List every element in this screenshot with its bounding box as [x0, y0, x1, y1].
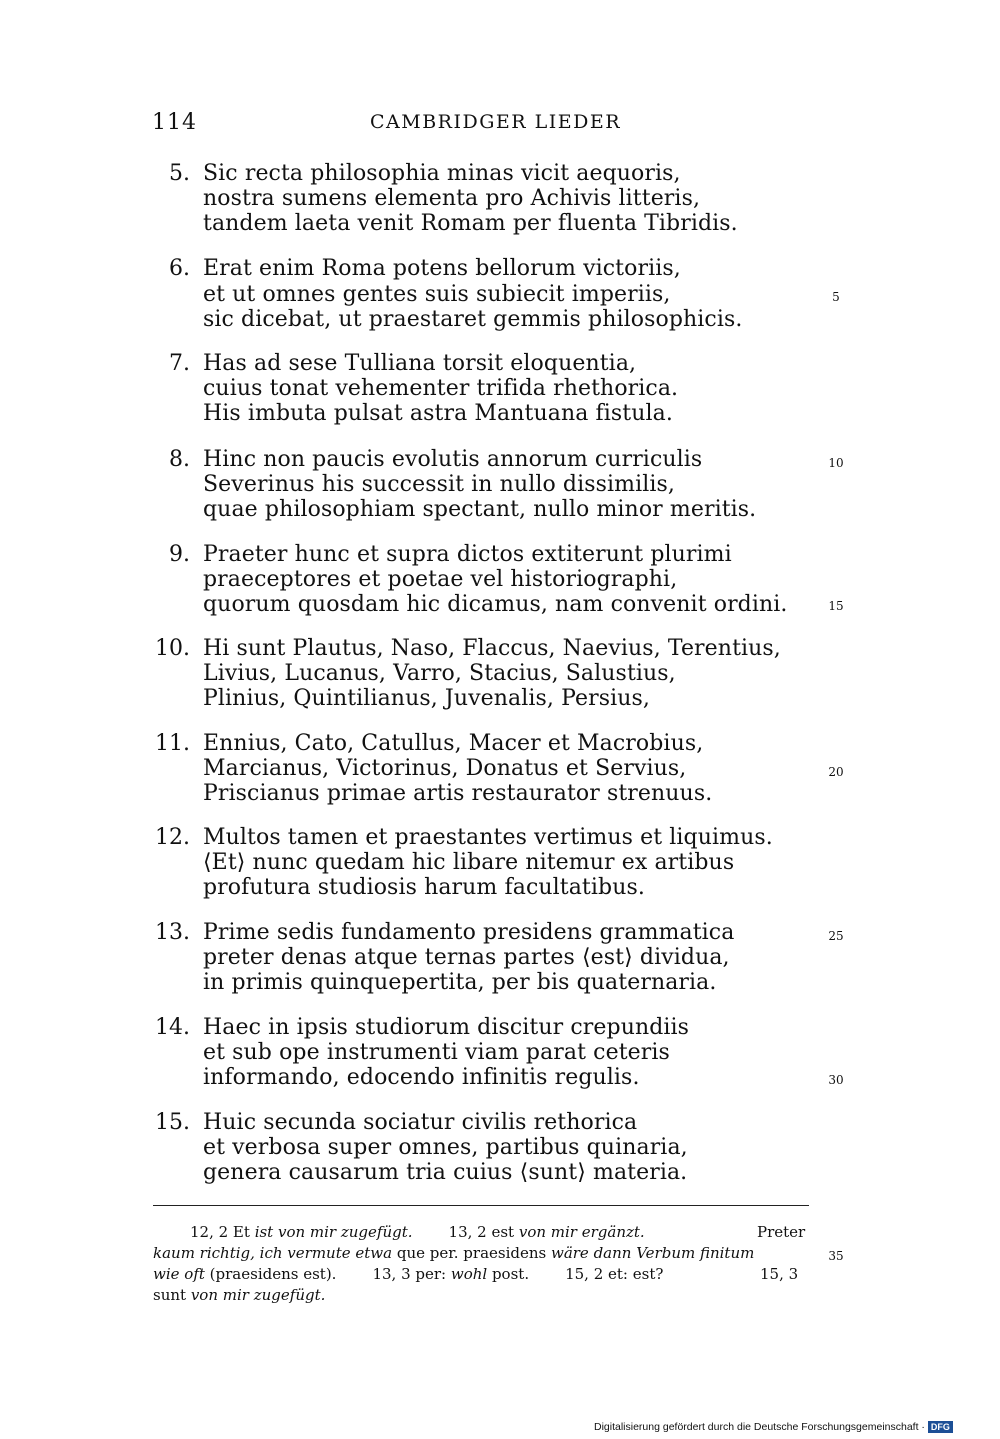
fn-italic: ist von mir zugefügt.	[254, 1223, 413, 1241]
fn-italic: wie oft	[153, 1265, 205, 1283]
footnote-divider	[153, 1205, 809, 1206]
verse-line: nostra sumens elementa pro Achivis litteris,	[203, 186, 701, 211]
fn-italic: kaum richtig, ich vermute etwa	[153, 1244, 393, 1262]
credit-text: Digitalisierung gefördert durch die Deutsche Forschungsgemeinschaft ·	[594, 1421, 925, 1433]
verse-line: quae philosophiam spectant, nullo minor meritis.	[203, 497, 757, 522]
verse-line: Prime sedis fundamento presidens grammatica	[203, 920, 735, 945]
verse-line: cuius tonat vehementer trifida rhethorica.	[203, 376, 679, 401]
verse-line: Marcianus, Victorinus, Donatus et Servius,	[203, 756, 687, 781]
fn-text: 12, 2 Et	[190, 1223, 255, 1241]
fn-italic: wohl	[450, 1265, 488, 1283]
verse-line: Plinius, Quintilianus, Juvenalis, Persius,	[203, 686, 651, 711]
footnote-line-1	[190, 1222, 645, 1242]
fn-italic: von mir ergänzt.	[518, 1223, 645, 1241]
verse-line: Multos tamen et praestantes vertimus et liquimus.	[203, 825, 773, 850]
stanza-number: 7.	[169, 351, 190, 376]
verse-line: Severinus his successit in nullo dissimilis,	[203, 472, 676, 497]
stanza-number: 5.	[169, 161, 190, 186]
verse-line: Haec in ipsis studiorum discitur crepundiis	[203, 1015, 690, 1040]
verse-line: Huic secunda sociatur civilis rethorica	[203, 1110, 638, 1135]
verse-line: informando, edocendo infinitis regulis.	[203, 1065, 640, 1090]
fn-text: post.	[487, 1265, 530, 1283]
fn-text: sunt	[153, 1286, 191, 1304]
stanza-number: 6.	[169, 256, 190, 281]
stanza-number: 13.	[155, 920, 190, 945]
verse-line: Priscianus primae artis restaurator strenuus.	[203, 781, 713, 806]
page-number: 114	[152, 110, 197, 135]
margin-line-number: 15	[828, 599, 844, 613]
verse-line: profutura studiosis harum facultatibus.	[203, 875, 645, 900]
margin-line-number: 35	[828, 1249, 844, 1263]
stanza-number: 14.	[155, 1015, 190, 1040]
stanza-number: 9.	[169, 542, 190, 567]
stanza-number: 15.	[155, 1110, 190, 1135]
verse-line: Livius, Lucanus, Varro, Stacius, Salustius,	[203, 661, 676, 686]
verse-line: His imbuta pulsat astra Mantuana fistula.	[203, 401, 673, 426]
verse-line: et sub ope instrumenti viam parat ceteris	[203, 1040, 670, 1065]
stanza-number: 11.	[155, 731, 190, 756]
stanza-number: 10.	[155, 636, 190, 661]
verse-line: sic dicebat, ut praestaret gemmis philosophicis.	[203, 307, 743, 332]
verse-line: et verbosa super omnes, partibus quinaria,	[203, 1135, 688, 1160]
verse-line: Has ad sese Tulliana torsit eloquentia,	[203, 351, 637, 376]
stanza-number: 12.	[155, 825, 190, 850]
footnote-line-3	[153, 1264, 663, 1284]
verse-line: genera causarum tria cuius ⟨sunt⟩ materia.	[203, 1160, 688, 1185]
margin-line-number: 10	[828, 456, 844, 470]
fn-text: 15, 2 et: est?	[565, 1265, 664, 1283]
margin-line-number: 20	[828, 765, 844, 779]
margin-line-number: 5	[832, 290, 840, 304]
fn-italic: wäre dann Verbum finitum	[550, 1244, 755, 1262]
verse-line: Erat enim Roma potens bellorum victoriis,	[203, 256, 681, 281]
verse-line: in primis quinquepertita, per bis quaternaria.	[203, 970, 717, 995]
footnote-line-2	[153, 1243, 754, 1263]
stanza-number: 8.	[169, 447, 190, 472]
margin-line-number: 30	[828, 1073, 844, 1087]
verse-line: Hi sunt Plautus, Naso, Flaccus, Naevius, Terentius,	[203, 636, 781, 661]
verse-line: Praeter hunc et supra dictos extiterunt plurimi	[203, 542, 732, 567]
footnote-line-1-right: Preter	[757, 1223, 806, 1241]
verse-line: et ut omnes gentes suis subiecit imperiis,	[203, 282, 671, 307]
verse-line: preter denas atque ternas partes ⟨est⟩ dividua,	[203, 945, 730, 970]
fn-text: (praesidens est).	[204, 1265, 337, 1283]
verse-line: tandem laeta venit Romam per fluenta Tibridis.	[203, 211, 738, 236]
fn-italic: von mir zugefügt.	[190, 1286, 326, 1304]
footnote-line-4	[153, 1285, 325, 1305]
footnote-line-3-right: 15, 3	[760, 1265, 799, 1283]
fn-text: 13, 2 est	[448, 1223, 519, 1241]
verse-line: Ennius, Cato, Catullus, Macer et Macrobius,	[203, 731, 704, 756]
fn-text: 13, 3 per:	[372, 1265, 451, 1283]
margin-line-number: 25	[828, 929, 844, 943]
verse-line: Sic recta philosophia minas vicit aequoris,	[203, 161, 681, 186]
digitization-credit	[594, 1421, 953, 1433]
verse-line: quorum quosdam hic dicamus, nam convenit ordini.	[203, 592, 788, 617]
fn-text: que per. praesidens	[392, 1244, 551, 1262]
verse-line: Hinc non paucis evolutis annorum curriculis	[203, 447, 703, 472]
verse-line: praeceptores et poetae vel historiographi,	[203, 567, 678, 592]
verse-line: ⟨Et⟩ nunc quedam hic libare nitemur ex artibus	[203, 850, 735, 875]
dfg-logo: DFG	[928, 1421, 953, 1433]
running-title: CAMBRIDGER LIEDER	[370, 111, 622, 133]
